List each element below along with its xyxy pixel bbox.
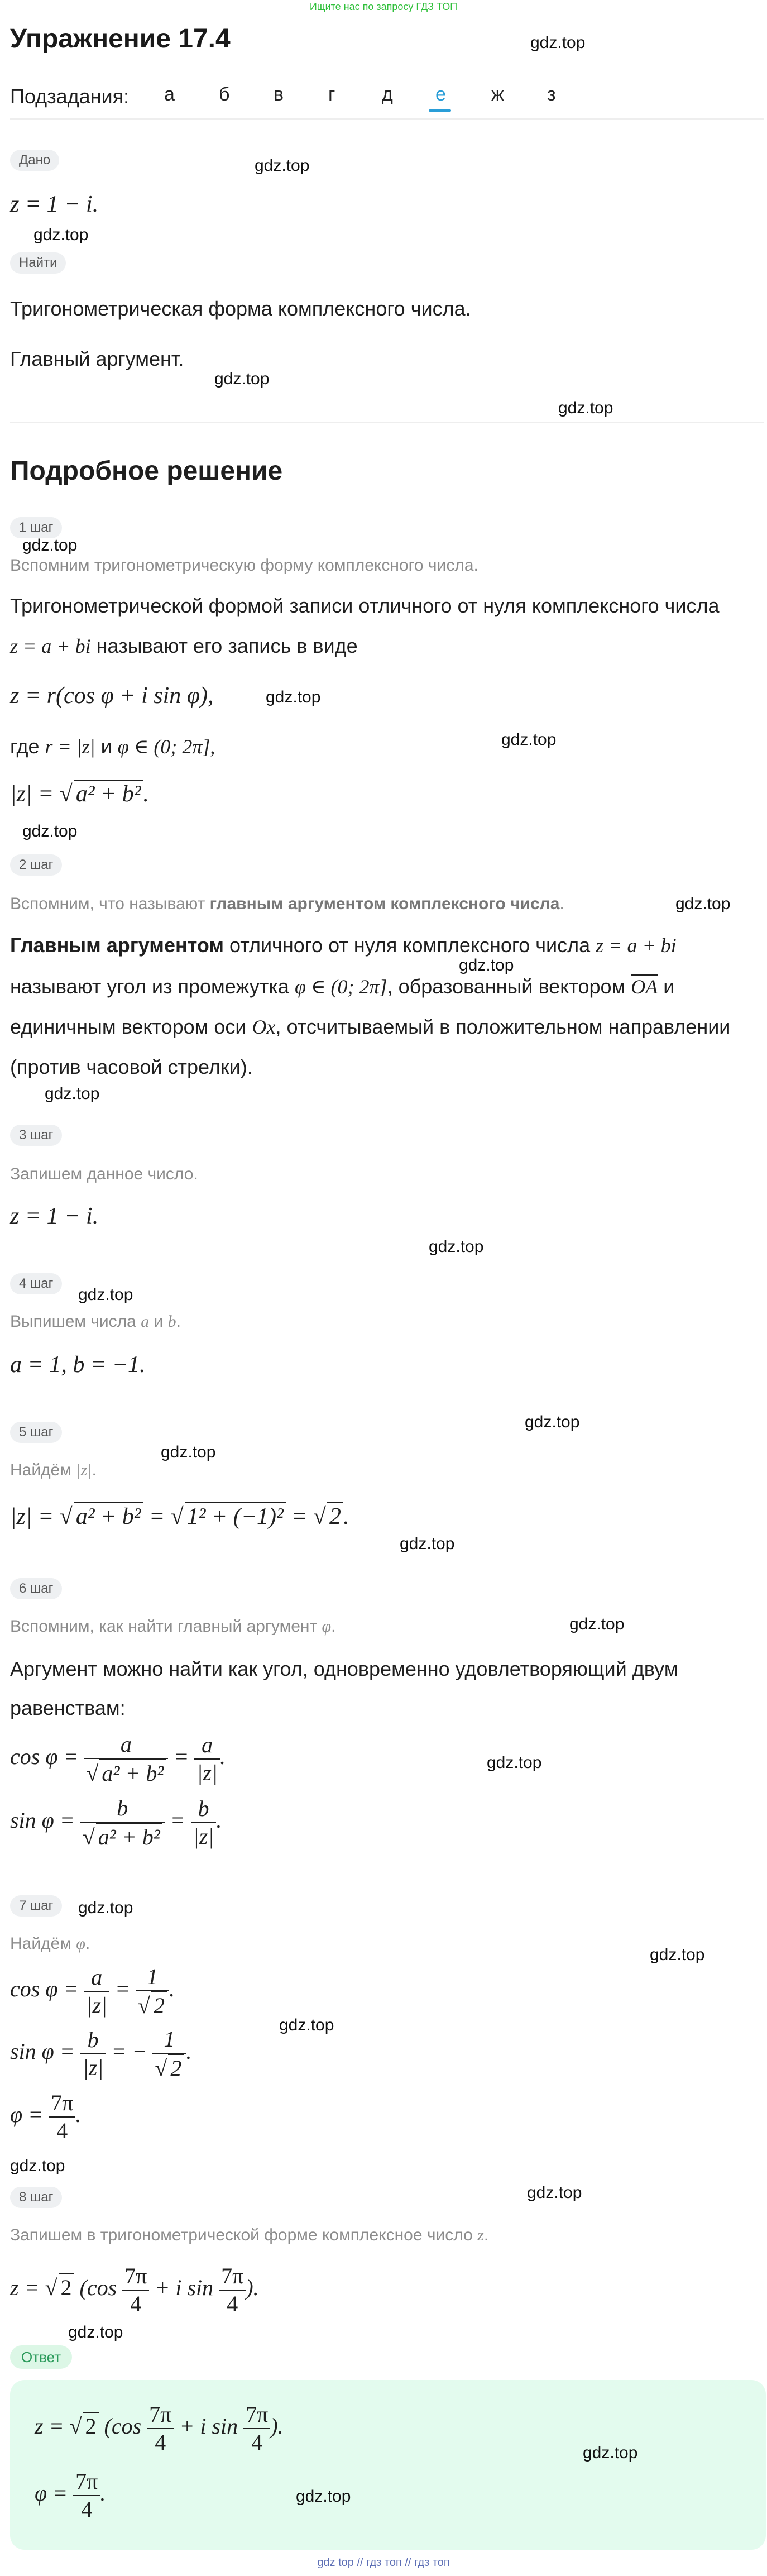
fraction-denominator: |z| <box>196 1760 218 1785</box>
formula-part: = <box>285 1504 313 1530</box>
fraction-denominator: a² + b² <box>99 1759 166 1787</box>
step-text <box>10 1014 730 1040</box>
formula-radicand: a² + b² <box>74 1502 143 1530</box>
watermark: gdz.top <box>78 1899 133 1917</box>
step-hint <box>10 2226 488 2245</box>
fraction-denominator: 4 <box>56 2118 68 2143</box>
formula-radicand: 2 <box>327 1502 343 1530</box>
text: называют угол из промежутка <box>10 975 295 998</box>
text: . <box>559 895 564 913</box>
fraction-denominator: 4 <box>251 2430 263 2455</box>
formula-radicand: 2 <box>83 2412 99 2440</box>
fraction-denominator: 2 <box>151 1991 167 2019</box>
formula: a <box>141 1312 150 1331</box>
formula-cos-def: cos φ = $\frac{a}{\text{√ a² + b²}}$ = $\frac{a}{|z|}$ . <box>10 1732 226 1786</box>
text-bold: Главным аргументом <box>10 934 224 957</box>
text: и <box>95 735 118 758</box>
given-badge: Дано <box>10 150 59 171</box>
formula-part: = − <box>111 2039 147 2064</box>
formula-part: + i sin <box>179 2413 244 2439</box>
step-badge: 7 шаг <box>10 1895 62 1917</box>
formula-phi <box>10 2090 81 2144</box>
watermark: gdz.top <box>501 730 557 749</box>
subtasks-label: Подзадания: <box>10 85 130 108</box>
formula: z = 1 − i. <box>10 1203 99 1229</box>
formula-sin-def: sin φ = $\frac{b}{\text{√ a² + b²}}$ = $\frac{b}{|z|}$ . <box>10 1795 222 1849</box>
fraction-numerator: 1 <box>136 1963 169 1991</box>
step-hint <box>10 1934 90 1953</box>
formula: φ <box>76 1934 85 1953</box>
watermark: gdz.top <box>558 399 613 417</box>
formula-part: sin φ = <box>10 1808 80 1833</box>
fraction-numerator: 7π <box>219 2263 246 2291</box>
formula-part: . <box>100 2481 106 2506</box>
fraction-denominator: |z| <box>82 2055 104 2080</box>
formula-radicand: 1² + (−1)² <box>185 1502 286 1530</box>
formula-part: . <box>343 1504 349 1530</box>
text: где <box>10 735 45 758</box>
watermark: gdz.top <box>569 1615 625 1633</box>
divider <box>10 422 764 423</box>
text: . <box>92 1461 97 1479</box>
fraction-numerator: 7π <box>243 2401 270 2429</box>
divider <box>10 118 764 120</box>
watermark: gdz.top <box>22 822 78 840</box>
text: . <box>176 1312 181 1331</box>
formula: a = 1, b = −1. <box>10 1352 146 1378</box>
step-badge: 8 шаг <box>10 2187 62 2208</box>
text-bold: главным аргументом комплексного числа <box>209 895 560 913</box>
fraction-denominator: |z| <box>193 1824 214 1849</box>
formula-part: . <box>186 2039 192 2064</box>
tab-d[interactable]: д <box>382 84 393 105</box>
fraction-numerator: 7π <box>49 2090 75 2118</box>
formula-trig-result: z = √ 2 (cos $\frac{7\pi}{4}$ + i sin $\frac{7\pi}{4}$ ). <box>10 2263 259 2316</box>
formula-part: . <box>75 2102 82 2128</box>
step-badge: 1 шаг <box>10 517 62 538</box>
formula-part: . <box>216 1808 222 1833</box>
formula-part: (cos <box>74 2275 123 2301</box>
tab-g[interactable]: г <box>328 84 335 105</box>
formula-vector: $\overline{OA}$ <box>631 976 658 998</box>
text: отличного от нуля комплексного числа <box>224 934 596 957</box>
formula-part: . <box>219 1744 226 1770</box>
fraction-denominator: 4 <box>81 2497 93 2522</box>
text: . <box>85 1934 90 1953</box>
formula: Ox <box>252 1016 276 1038</box>
step-badge: 4 шаг <box>10 1273 62 1294</box>
find-item-1: Тригонометрическая форма комплексного числа. <box>10 297 471 320</box>
step-hint <box>10 1617 335 1636</box>
watermark: gdz.top <box>429 1237 484 1256</box>
fraction-numerator: b <box>80 2027 106 2054</box>
watermark: gdz.top <box>527 2183 582 2202</box>
formula-part: sin φ = <box>10 2039 80 2064</box>
formula-part: = <box>174 1744 195 1770</box>
watermark: gdz.top <box>675 895 731 913</box>
fraction-denominator: 4 <box>155 2430 166 2455</box>
fraction-numerator: b <box>191 1795 217 1823</box>
watermark: gdz.top <box>45 1084 100 1103</box>
fraction-numerator: 7π <box>122 2263 149 2291</box>
formula-part: = <box>115 1976 136 2002</box>
watermark: gdz.top <box>530 34 586 52</box>
fraction-denominator: 4 <box>130 2291 142 2316</box>
watermark: gdz.top <box>650 1946 705 1964</box>
text: и <box>658 975 675 998</box>
watermark: gdz.top <box>10 2157 65 2175</box>
formula-modulus: |z| = √ a² + b². <box>10 780 149 807</box>
page-title: Упражнение 17.4 <box>10 24 231 54</box>
tab-e[interactable]: е <box>435 84 446 105</box>
text: , отсчитываемый в положительном направлении <box>275 1015 731 1038</box>
text: Вспомним, что называют <box>10 895 210 913</box>
fraction-numerator: 1 <box>152 2026 186 2054</box>
step-hint <box>10 895 564 914</box>
watermark: gdz.top <box>459 956 514 974</box>
text: и <box>149 1312 168 1331</box>
text: Выпишем числа <box>10 1312 141 1331</box>
watermark: gdz.top <box>279 2016 334 2034</box>
formula-part: = <box>143 1504 171 1530</box>
formula: φ ∈ (0; 2π] <box>294 976 387 998</box>
formula-part: = <box>170 1808 191 1833</box>
solution-title: Подробное решение <box>10 456 283 486</box>
formula: φ <box>322 1617 332 1636</box>
formula: z = a + bi <box>10 635 91 657</box>
formula-part: φ = <box>10 2102 49 2128</box>
step-hint <box>10 1312 181 1331</box>
watermark: gdz.top <box>487 1753 542 1772</box>
step-badge: 2 шаг <box>10 854 62 876</box>
footer-links[interactable]: gdz top // гдз топ // гдз топ <box>317 2556 450 2569</box>
text: Найдём <box>10 1934 76 1953</box>
watermark: gdz.top <box>255 156 310 175</box>
answer-formula-z: z = √ 2 (cos $\frac{7\pi}{4}$ + i sin $\frac{7\pi}{4}$ ). <box>35 2402 284 2455</box>
fraction-numerator: 7π <box>73 2468 100 2496</box>
given-formula: z = 1 − i. <box>10 192 99 217</box>
step-text <box>10 974 674 1000</box>
tab-v[interactable]: в <box>274 84 284 105</box>
step-text <box>10 734 215 759</box>
watermark: gdz.top <box>583 2444 638 2462</box>
step-text: равенствам: <box>10 1696 126 1719</box>
text: единичным вектором оси <box>10 1015 252 1038</box>
fraction-numerator: 7π <box>147 2401 174 2429</box>
tab-z[interactable]: з <box>547 84 556 105</box>
text: называют его запись в виде <box>90 634 358 657</box>
formula-part: . <box>169 1976 175 2002</box>
watermark: gdz.top <box>68 2323 123 2341</box>
formula: z = a + bi <box>596 934 677 957</box>
formula-part: φ = <box>35 2481 74 2506</box>
top-banner[interactable]: Ищите нас по запросу ГДЗ ТОП <box>309 1 458 12</box>
answer-badge: Ответ <box>10 2345 72 2369</box>
fraction-numerator: b <box>80 1795 165 1823</box>
text: Запишем в тригонометрической форме комплексное число <box>10 2226 478 2244</box>
watermark: gdz.top <box>78 1285 133 1304</box>
formula-part: z = <box>10 2275 45 2301</box>
formula: φ ∈ (0; 2π], <box>117 735 215 758</box>
text: . <box>331 1617 336 1636</box>
tab-a[interactable]: а <box>164 84 175 105</box>
formula-part: cos φ = <box>10 1976 84 2002</box>
formula-cos-value: cos φ = $\frac{a}{|z|}$ = $\frac{1}{√ 2}$ . <box>10 1964 175 2018</box>
step-badge: 5 шаг <box>10 1422 62 1443</box>
step-text: (против часовой стрелки). <box>10 1055 253 1078</box>
watermark: gdz.top <box>214 370 270 388</box>
fraction-numerator: a <box>194 1732 220 1760</box>
watermark: gdz.top <box>400 1535 455 1553</box>
formula-trig-form: z = r(cos φ + i sin φ), <box>10 683 214 709</box>
step-text <box>10 633 358 659</box>
fraction-denominator: a² + b² <box>96 1823 162 1851</box>
step-badge: 6 шаг <box>10 1578 62 1599</box>
watermark: gdz.top <box>525 1413 580 1431</box>
tab-zh[interactable]: ж <box>491 84 504 105</box>
step-hint: Вспомним тригонометрическую форму комплексного числа. <box>10 556 478 575</box>
text: Найдём <box>10 1461 76 1479</box>
step-hint: Запишем данное число. <box>10 1165 198 1183</box>
formula-part: z = <box>35 2413 70 2439</box>
watermark: gdz.top <box>33 226 89 244</box>
fraction-denominator: 4 <box>227 2291 238 2316</box>
formula: r = |z| <box>45 735 95 758</box>
find-item-2: Главный аргумент. <box>10 347 184 370</box>
find-badge: Найти <box>10 252 66 274</box>
step-hint <box>10 1461 97 1480</box>
formula-sin-value: sin φ = $\frac{b}{|z|}$ = − $\frac{1}{√ 2}$ . <box>10 2027 192 2081</box>
watermark: gdz.top <box>161 1443 216 1461</box>
formula-part: + i sin <box>155 2275 219 2301</box>
step-text <box>10 933 758 958</box>
formula-part: ). <box>246 2275 259 2301</box>
formula-part: (cos <box>98 2413 147 2439</box>
text: , образованный вектором <box>387 975 631 998</box>
step-text: Аргумент можно найти как угол, одновременно удовлетворяющий двум <box>10 1657 678 1680</box>
active-tab-indicator <box>429 109 451 112</box>
watermark: gdz.top <box>266 688 321 706</box>
step-text: Тригонометрической формой записи отличного от нуля комплексного числа <box>10 594 720 617</box>
watermark: gdz.top <box>22 536 78 555</box>
tab-b[interactable]: б <box>219 84 230 105</box>
formula-part: |z| = <box>10 781 60 807</box>
answer-formula-phi <box>35 2468 106 2523</box>
formula: b <box>167 1312 176 1331</box>
watermark: gdz.top <box>296 2487 351 2506</box>
step-badge: 3 шаг <box>10 1125 62 1146</box>
formula: z <box>477 2226 484 2244</box>
formula: |z| <box>76 1461 92 1479</box>
text: Вспомним, как найти главный аргумент <box>10 1617 322 1636</box>
formula-part: ). <box>270 2413 284 2439</box>
fraction-numerator: a <box>84 1731 168 1759</box>
formula-part: . <box>143 781 149 807</box>
formula-part: |z| = <box>10 1504 60 1530</box>
fraction-denominator: |z| <box>86 1992 108 2018</box>
formula-modulus-calc: |z| = √ a² + b² = √ 1² + (−1)² = √ 2. <box>10 1502 349 1530</box>
fraction-numerator: a <box>84 1964 109 1992</box>
formula-radicand: a² + b² <box>74 780 143 807</box>
fraction-denominator: 2 <box>168 2054 184 2082</box>
text: . <box>483 2226 489 2244</box>
formula-radicand: 2 <box>59 2273 74 2301</box>
formula-part: cos φ = <box>10 1744 84 1770</box>
